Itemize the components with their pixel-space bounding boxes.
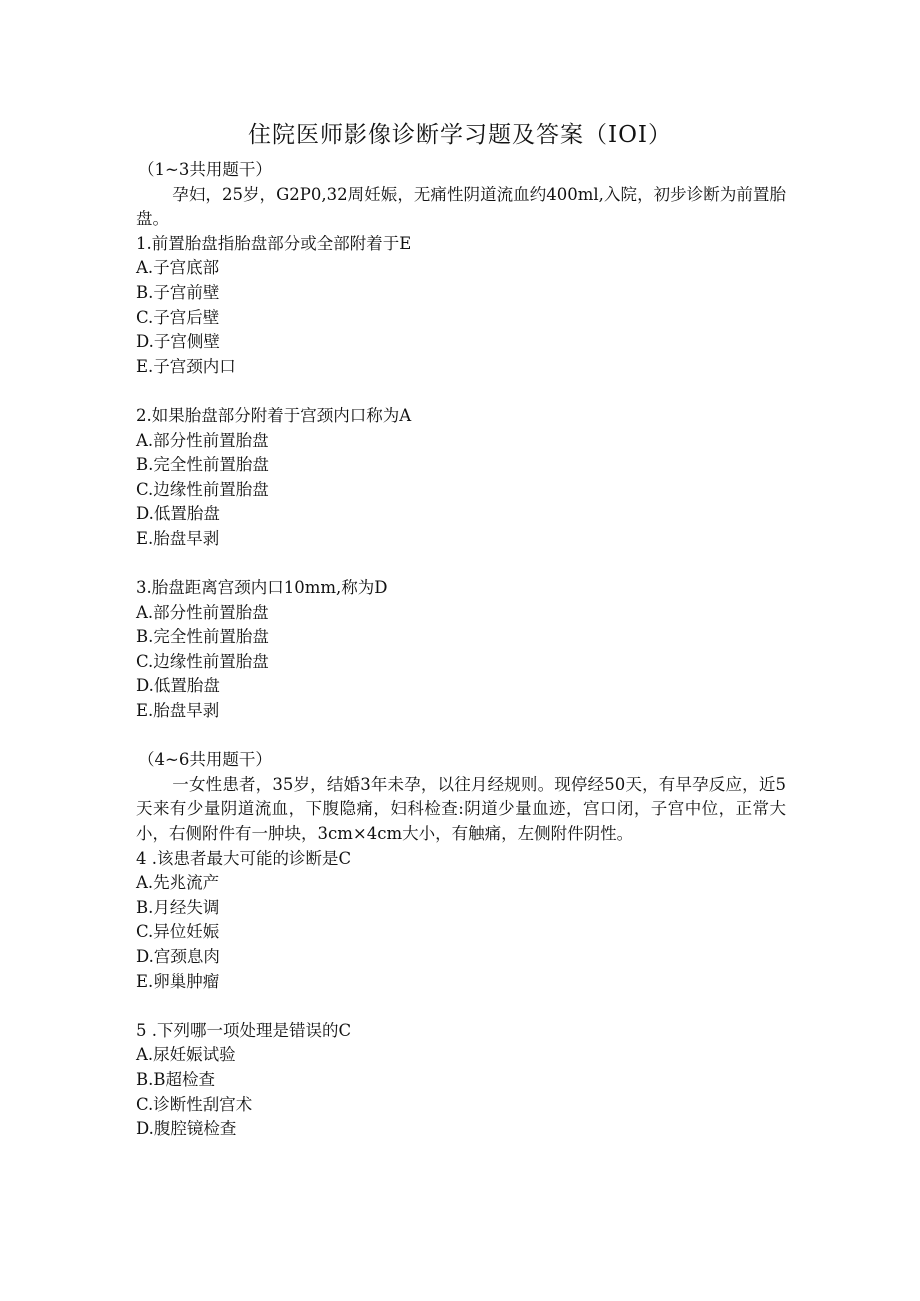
group-header: （1~3共用题干）	[138, 160, 272, 179]
option-item: B.完全性前置胎盘	[136, 627, 269, 647]
option-item: B.完全性前置胎盘	[136, 455, 269, 475]
question-text: 3.胎盘距离宫颈内口10mm,称为D	[136, 578, 388, 598]
option-item: B.子宫前壁	[136, 282, 220, 302]
option-item: C.异位妊娠	[136, 922, 220, 942]
option-item: D.低置胎盘	[136, 504, 220, 524]
spacer	[136, 379, 786, 404]
spacer	[136, 552, 786, 577]
case-stem: 一女性患者，35岁，结婚3年未孕，以往月经规则。现停经50天，有早孕反应，近5天来有少量阴道流血，下腹隐痛，妇科检查:阴道少量血迹，宫口闭，子宫中位，正常大小，右侧附件有一肿块，3cm×4cm大小，有触痛，左侧附件阴性。	[136, 774, 786, 844]
option-item: E.卵巢肿瘤	[136, 971, 220, 991]
option-item: A.部分性前置胎盘	[136, 430, 269, 450]
option-item: A.尿妊娠试验	[136, 1045, 236, 1065]
group-header: （4~6共用题干）	[138, 750, 272, 770]
option-item: A.部分性前置胎盘	[136, 602, 269, 622]
spacer	[136, 724, 786, 749]
option-item: C.诊断性刮宫术	[136, 1094, 253, 1114]
option-item: A.子宫底部	[136, 258, 220, 278]
spacer	[136, 994, 786, 1019]
option-item: C.边缘性前置胎盘	[136, 651, 269, 671]
option-item: E.胎盘早剥	[136, 528, 220, 548]
question-text: 2.如果胎盘部分附着于宫颈内口称为A	[136, 405, 412, 425]
case-stem: 孕妇，25岁，G2P0,32周妊娠，无痛性阴道流血约400ml,入院，初步诊断为前置胎盘。	[136, 184, 786, 229]
option-item: D.宫颈息肉	[136, 947, 220, 966]
option-item: A.先兆流产	[136, 873, 220, 893]
document-title: 住院医师影像诊断学习题及答案（IOI）	[247, 122, 673, 148]
option-item: E.胎盘早剥	[136, 701, 220, 721]
option-item: B.B超检查	[136, 1069, 215, 1089]
option-item: D.子宫侧壁	[136, 332, 220, 352]
question-text: 4 .该患者最大可能的诊断是C	[136, 848, 352, 868]
option-item: D.腹腔镜检查	[136, 1119, 237, 1139]
option-item: C.子宫后壁	[136, 307, 220, 327]
question-text: 1.前置胎盘指胎盘部分或全部附着于E	[136, 233, 412, 253]
question-text: 5 .下列哪一项处理是错误的C	[136, 1020, 352, 1040]
option-item: E.子宫颈内口	[136, 356, 236, 376]
document-body	[136, 158, 786, 1142]
option-item: B.月经失调	[136, 897, 220, 917]
option-item: D.低置胎盘	[136, 676, 220, 696]
option-item: C.边缘性前置胎盘	[136, 479, 269, 499]
